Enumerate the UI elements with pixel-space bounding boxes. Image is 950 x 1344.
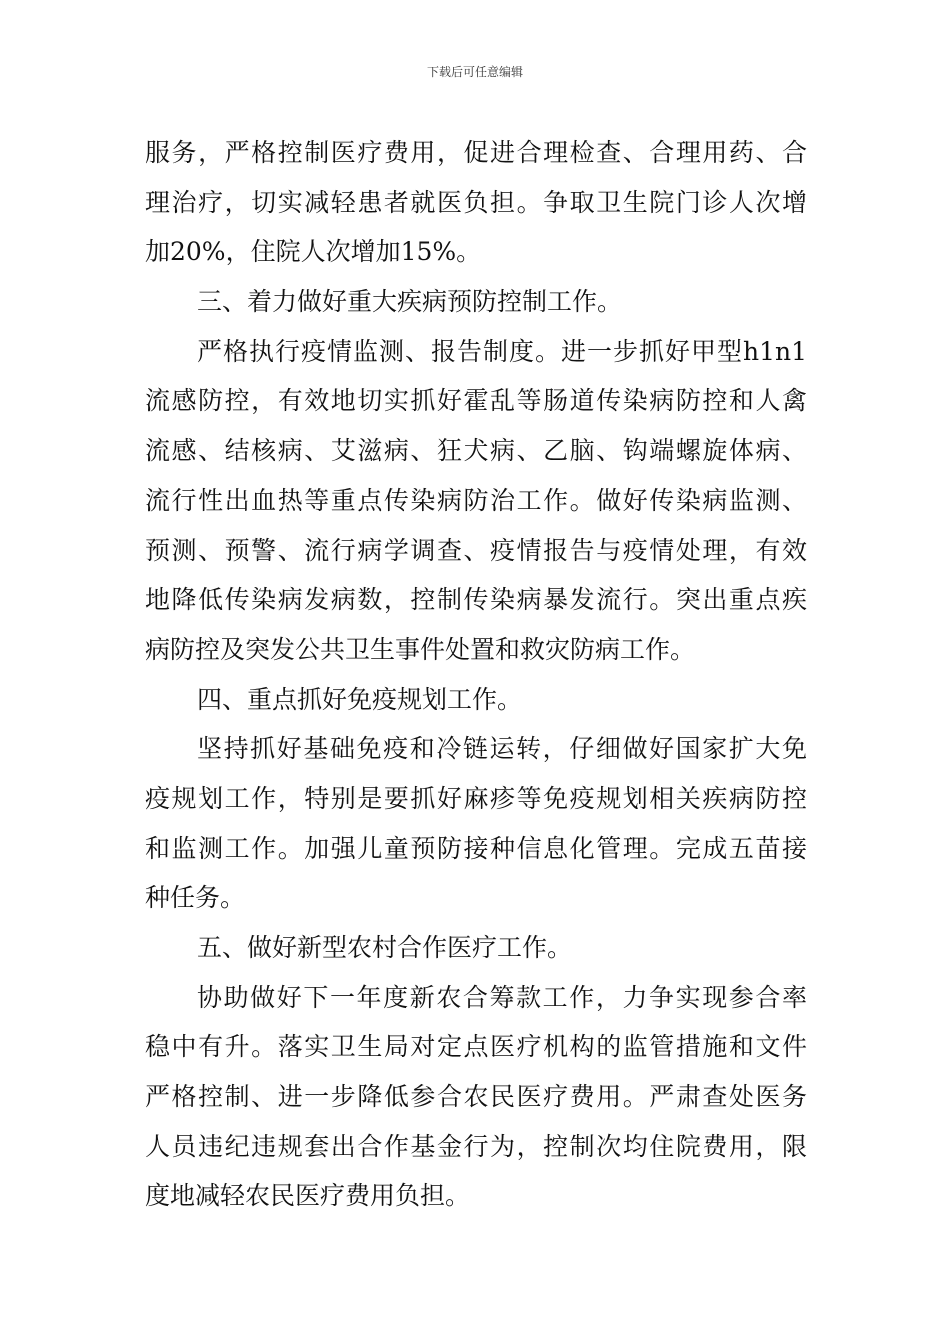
body-text-line: 和监测工作。加强儿童预防接种信息化管理。完成五苗接 (145, 833, 807, 863)
body-text-line: 种任务。 (145, 883, 246, 913)
document-body (145, 128, 807, 1221)
body-text-line: 人员违纪违规套出合作基金行为，控制次均住院费用，限 (145, 1131, 807, 1161)
body-text-line: 流感防控，有效地切实抓好霍乱等肠道传染病防控和人禽 (145, 386, 807, 416)
body-text-line: 度地减轻农民医疗费用负担。 (145, 1181, 471, 1211)
body-text-line: 严格执行疫情监测、报告制度。进一步抓好甲型h1n1 (197, 336, 807, 366)
body-text-line: 稳中有升。落实卫生局对定点医疗机构的监管措施和文件 (145, 1032, 807, 1062)
body-text-line: 预测、预警、流行病学调查、疫情报告与疫情处理，有效 (145, 535, 807, 565)
body-text-line: 流行性出血热等重点传染病防治工作。做好传染病监测、 (145, 485, 807, 515)
body-text-line: 严格控制、进一步降低参合农民医疗费用。严肃查处医务 (145, 1082, 807, 1112)
body-text-line: 加20%，住院人次增加15%。 (145, 237, 482, 267)
section-heading: 五、做好新型农村合作医疗工作。 (197, 933, 573, 962)
body-text-line: 协助做好下一年度新农合筹款工作，力争实现参合率 (197, 982, 807, 1012)
body-text-line: 流感、结核病、艾滋病、狂犬病、乙脑、钩端螺旋体病、 (145, 436, 807, 466)
body-text-line: 坚持抓好基础免疫和冷链运转，仔细做好国家扩大免 (197, 734, 807, 764)
body-text-line: 理治疗，切实减轻患者就医负担。争取卫生院门诊人次增 (145, 187, 807, 217)
page-header: 下载后可任意编辑 (426, 65, 523, 79)
body-text-line: 地降低传染病发病数，控制传染病暴发流行。突出重点疾 (145, 585, 807, 615)
section-heading: 四、重点抓好免疫规划工作。 (197, 684, 523, 714)
body-text-line: 服务，严格控制医疗费用，促进合理检查、合理用药、合 (145, 138, 807, 167)
section-heading: 三、着力做好重大疾病预防控制工作。 (197, 287, 623, 317)
body-text-line: 病防控及突发公共卫生事件处置和救灾防病工作。 (145, 634, 696, 664)
body-text-line: 疫规划工作，特别是要抓好麻疹等免疫规划相关疾病防控 (145, 783, 807, 813)
